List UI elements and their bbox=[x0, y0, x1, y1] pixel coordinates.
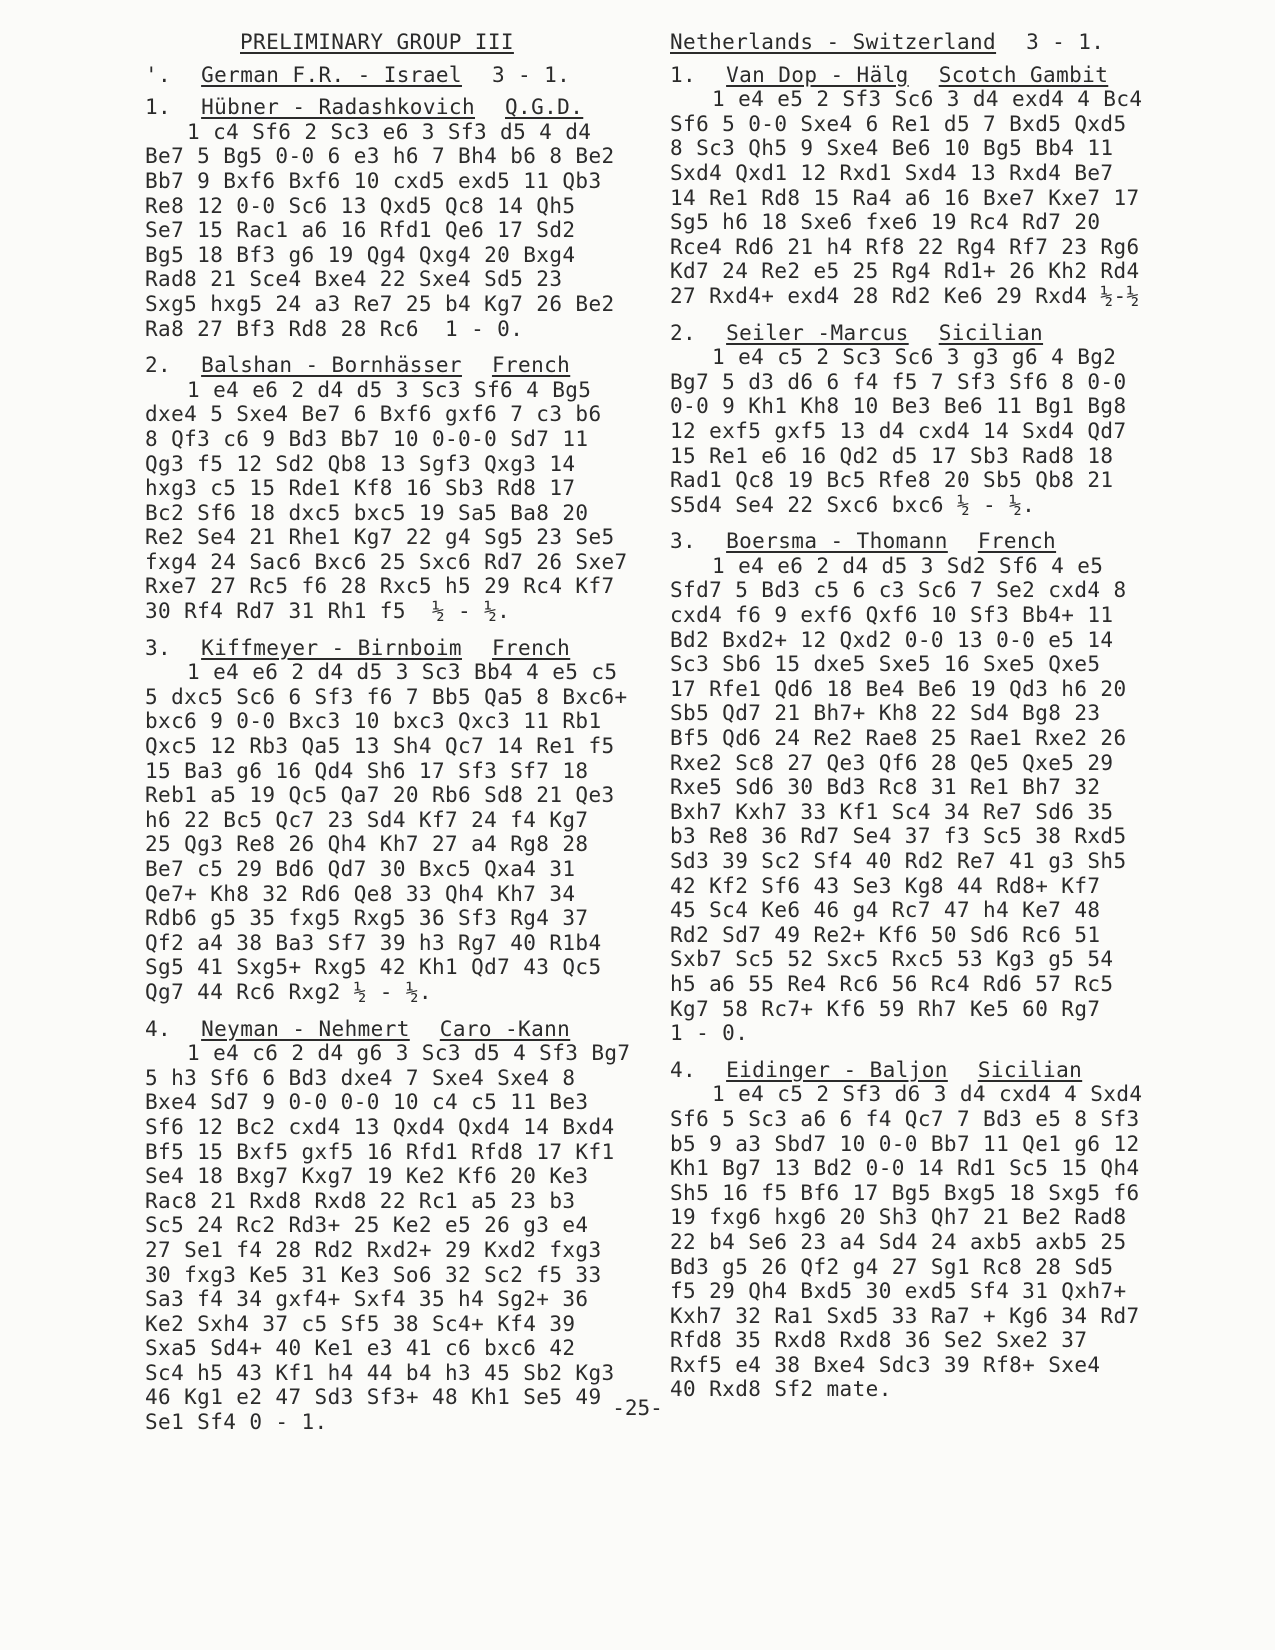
move-line: Se4 18 Bxg7 Kxg7 19 Ke2 Kf6 20 Ke3 bbox=[145, 1164, 589, 1189]
move-line: 46 Kg1 e2 47 Sd3 Sf3+ 48 Kh1 Se5 49 bbox=[145, 1385, 602, 1410]
game-number: 1. bbox=[145, 95, 172, 120]
game-record bbox=[670, 321, 1150, 518]
move-line: 1 e4 c5 2 Sf3 d6 3 d4 cxd4 4 Sxd4 bbox=[712, 1082, 1143, 1107]
move-line: Rac8 21 Rxd8 Rxd8 22 Rc1 a5 23 b3 bbox=[145, 1188, 576, 1213]
game-record bbox=[145, 95, 655, 341]
move-line: Sxd4 Qxd1 12 Rxd1 Sxd4 13 Rxd4 Be7 bbox=[670, 160, 1114, 185]
move-line: 42 Kf2 Sf6 43 Se3 Kg8 44 Rd8+ Kf7 bbox=[670, 873, 1101, 898]
move-line: 1 e4 e6 2 d4 d5 3 Sc3 Bb4 4 e5 c5 bbox=[187, 660, 618, 685]
game-number: 2. bbox=[145, 353, 172, 378]
game-number: 4. bbox=[670, 1057, 697, 1082]
move-line: 19 fxg6 hxg6 20 Sh3 Qh7 21 Be2 Rad8 bbox=[670, 1205, 1127, 1230]
page-number: -25- bbox=[612, 1396, 663, 1420]
move-line: Qg3 f5 12 Sd2 Qb8 13 Sgf3 Qxg3 14 bbox=[145, 451, 576, 476]
move-line: 1 - 0. bbox=[670, 1021, 749, 1046]
game-header bbox=[670, 63, 1150, 88]
game-moves bbox=[145, 120, 655, 341]
move-line: Bxe4 Sd7 9 0-0 0-0 10 c4 c5 11 Be3 bbox=[145, 1090, 589, 1115]
move-line: 0-0 9 Kh1 Kh8 10 Be3 Be6 11 Bg1 Bg8 bbox=[670, 394, 1127, 419]
move-line: fxg4 24 Sac6 Bxc6 25 Sxc6 Rd7 26 Sxe7 bbox=[145, 549, 628, 574]
move-line: 25 Qg3 Re8 26 Qh4 Kh7 27 a4 Rg8 28 bbox=[145, 832, 589, 857]
move-line: 22 b4 Se6 23 a4 Sd4 24 axb5 axb5 25 bbox=[670, 1229, 1127, 1254]
move-line: Rad1 Qc8 19 Bc5 Rfe8 20 Sb5 Qb8 21 bbox=[670, 468, 1114, 493]
game-header bbox=[145, 95, 655, 120]
group-title: PRELIMINARY GROUP III bbox=[240, 30, 514, 54]
move-line: f5 29 Qh4 Bxd5 30 exd5 Sf4 31 Qxh7+ bbox=[670, 1279, 1127, 1304]
move-line: Qxc5 12 Rb3 Qa5 13 Sh4 Qc7 14 Re1 f5 bbox=[145, 734, 615, 759]
move-line: 8 Qf3 c6 9 Bd3 Bb7 10 0-0-0 Sd7 11 bbox=[145, 426, 589, 451]
move-line: Re2 Se4 21 Rhe1 Kg7 22 g4 Sg5 23 Se5 bbox=[145, 525, 615, 550]
game-header bbox=[145, 1017, 655, 1042]
move-line: Rdb6 g5 35 fxg5 Rxg5 36 Sf3 Rg4 37 bbox=[145, 906, 589, 931]
game-opening: Scotch Gambit bbox=[938, 62, 1109, 87]
game-number: 1. bbox=[670, 62, 697, 87]
move-line: Re8 12 0-0 Sc6 13 Qxd5 Qc8 14 Qh5 bbox=[145, 193, 576, 218]
move-line: Sfd7 5 Bd3 c5 6 c3 Sc6 7 Se2 cxd4 8 bbox=[670, 578, 1127, 603]
move-line: cxd4 f6 9 exf6 Qxf6 10 Sf3 Bb4+ 11 bbox=[670, 603, 1114, 628]
game-players: Seiler -Marcus bbox=[726, 320, 909, 345]
move-line: Bg5 18 Bf3 g6 19 Qg4 Qxg4 20 Bxg4 bbox=[145, 242, 576, 267]
game-opening: French bbox=[491, 635, 571, 660]
move-line: 27 Rxd4+ exd4 28 Rd2 Ke6 29 Rxd4 ½-½ bbox=[670, 283, 1140, 308]
move-line: Ra8 27 Bf3 Rd8 28 Rc6 1 - 0. bbox=[145, 316, 524, 341]
move-line: Bd2 Bxd2+ 12 Qxd2 0-0 13 0-0 e5 14 bbox=[670, 627, 1114, 652]
move-line: 1 e4 e6 2 d4 d5 3 Sd2 Sf6 4 e5 bbox=[712, 553, 1104, 578]
move-line: Sa3 f4 34 gxf4+ Sxf4 35 h4 Sg2+ 36 bbox=[145, 1287, 589, 1312]
move-line: Qf2 a4 38 Ba3 Sf7 39 h3 Rg7 40 R1b4 bbox=[145, 930, 602, 955]
move-line: Rxf5 e4 38 Bxe4 Sdc3 39 Rf8+ Sxe4 bbox=[670, 1352, 1101, 1377]
move-line: Be7 5 Bg5 0-0 6 e3 h6 7 Bh4 b6 8 Be2 bbox=[145, 144, 615, 169]
move-line: Rce4 Rd6 21 h4 Rf8 22 Rg4 Rf7 23 Rg6 bbox=[670, 234, 1140, 259]
move-line: Kd7 24 Re2 e5 25 Rg4 Rd1+ 26 Kh2 Rd4 bbox=[670, 259, 1140, 284]
game-header bbox=[670, 321, 1150, 346]
game-number: 2. bbox=[670, 320, 697, 345]
move-line: Rd2 Sd7 49 Re2+ Kf6 50 Sd6 Rc6 51 bbox=[670, 922, 1101, 947]
match-teams: German F.R. - Israel bbox=[201, 62, 462, 87]
game-moves bbox=[670, 1082, 1150, 1402]
move-line: Sg5 h6 18 Sxe6 fxe6 19 Rc4 Rd7 20 bbox=[670, 210, 1101, 235]
game-number: 3. bbox=[670, 529, 697, 554]
move-line: 15 Re1 e6 16 Qd2 d5 17 Sb3 Rad8 18 bbox=[670, 443, 1114, 468]
game-players: Hübner - Radashkovich bbox=[201, 95, 475, 120]
match-header-german-israel bbox=[145, 63, 655, 88]
move-line: Qg7 44 Rc6 Rxg2 ½ - ½. bbox=[145, 979, 432, 1004]
move-line: h6 22 Bc5 Qc7 23 Sd4 Kf7 24 f4 Kg7 bbox=[145, 807, 589, 832]
move-line: 8 Sc3 Qh5 9 Sxe4 Be6 10 Bg5 Bb4 11 bbox=[670, 136, 1114, 161]
game-opening: Sicilian bbox=[977, 1057, 1083, 1082]
move-line: Sg5 41 Sxg5+ Rxg5 42 Kh1 Qd7 43 Qc5 bbox=[145, 955, 602, 980]
move-line: 1 c4 Sf6 2 Sc3 e6 3 Sf3 d5 4 d4 bbox=[187, 119, 592, 144]
move-line: Be7 c5 29 Bd6 Qd7 30 Bxc5 Qxa4 31 bbox=[145, 857, 576, 881]
game-header bbox=[145, 636, 655, 661]
move-line: S5d4 Se4 22 Sxc6 bxc6 ½ - ½. bbox=[670, 492, 1036, 517]
match-score: 3 - 1. bbox=[491, 62, 571, 87]
game-opening: Caro -Kann bbox=[439, 1016, 571, 1041]
move-line: h5 a6 55 Re4 Rc6 56 Rc4 Rd6 57 Rc5 bbox=[670, 971, 1114, 996]
move-line: Sf6 5 Sc3 a6 6 f4 Qc7 7 Bd3 e5 8 Sf3 bbox=[670, 1106, 1140, 1131]
move-line: hxg3 c5 15 Rde1 Kf8 16 Sb3 Rd8 17 bbox=[145, 476, 576, 501]
move-line: Sxg5 hxg5 24 a3 Re7 25 b4 Kg7 26 Be2 bbox=[145, 291, 615, 316]
move-line: 14 Re1 Rd8 15 Ra4 a6 16 Bxe7 Kxe7 17 bbox=[670, 185, 1140, 210]
game-record bbox=[670, 63, 1150, 309]
move-line: Rxe2 Sc8 27 Qe3 Qf6 28 Qe5 Qxe5 29 bbox=[670, 750, 1114, 775]
game-moves bbox=[670, 554, 1150, 1046]
game-record bbox=[145, 636, 655, 1005]
move-line: Sf6 5 0-0 Sxe4 6 Re1 d5 7 Bxd5 Qxd5 bbox=[670, 111, 1127, 136]
move-line: 45 Sc4 Ke6 46 g4 Rc7 47 h4 Ke7 48 bbox=[670, 898, 1101, 923]
move-line: 1 e4 e6 2 d4 d5 3 Sc3 Sf6 4 Bg5 bbox=[187, 377, 592, 402]
game-header bbox=[145, 353, 655, 378]
move-line: Sxb7 Sc5 52 Sxc5 Rxc5 53 Kg3 g5 54 bbox=[670, 947, 1114, 972]
move-line: 27 Se1 f4 28 Rd2 Rxd2+ 29 Kxd2 fxg3 bbox=[145, 1237, 602, 1262]
game-opening: French bbox=[491, 353, 571, 378]
game-moves bbox=[670, 87, 1150, 308]
move-line: 30 Rf4 Rd7 31 Rh1 f5 ½ - ½. bbox=[145, 599, 511, 624]
move-line: 30 fxg3 Ke5 31 Ke3 So6 32 Sc2 f5 33 bbox=[145, 1262, 602, 1287]
game-record bbox=[670, 529, 1150, 1045]
match-marker: '. bbox=[145, 62, 172, 87]
game-moves bbox=[145, 1041, 655, 1435]
move-line: Sc4 h5 43 Kf1 h4 44 b4 h3 45 Sb2 Kg3 bbox=[145, 1360, 615, 1385]
right-games-list bbox=[670, 63, 1150, 1402]
move-line: 12 exf5 gxf5 13 d4 cxd4 14 Sxd4 Qd7 bbox=[670, 418, 1127, 443]
move-line: 1 e4 c6 2 d4 g6 3 Sc3 d5 4 Sf3 Bg7 bbox=[187, 1041, 631, 1066]
game-opening: Q.G.D. bbox=[505, 95, 584, 120]
match-score: 3 - 1. bbox=[1026, 30, 1105, 54]
move-line: 5 dxc5 Sc6 6 Sf3 f6 7 Bb5 Qa5 8 Bxc6+ bbox=[145, 684, 628, 709]
move-line: Sd3 39 Sc2 Sf4 40 Rd2 Re7 41 g3 Sh5 bbox=[670, 849, 1127, 873]
move-line: Ke2 Sxh4 37 c5 Sf5 38 Sc4+ Kf4 39 bbox=[145, 1311, 576, 1336]
move-line: Sc5 24 Rc2 Rd3+ 25 Ke2 e5 26 g3 e4 bbox=[145, 1213, 589, 1238]
game-players: Boersma - Thomann bbox=[726, 529, 948, 554]
right-column bbox=[670, 30, 1150, 1414]
left-games-list bbox=[145, 95, 655, 1434]
game-players: Eidinger - Baljon bbox=[726, 1057, 948, 1082]
move-line: 40 Rxd8 Sf2 mate. bbox=[670, 1377, 892, 1402]
move-line: Rxe7 27 Rc5 f6 28 Rxc5 h5 29 Rc4 Kf7 bbox=[145, 574, 615, 599]
move-line: Bf5 15 Bxf5 gxf5 16 Rfd1 Rfd8 17 Kf1 bbox=[145, 1139, 615, 1164]
game-record bbox=[670, 1058, 1150, 1402]
move-line: Sc3 Sb6 15 dxe5 Sxe5 16 Sxe5 Qxe5 bbox=[670, 652, 1101, 677]
move-line: Kh1 Bg7 13 Bd2 0-0 14 Rd1 Sc5 15 Qh4 bbox=[670, 1156, 1140, 1181]
game-record bbox=[145, 1017, 655, 1435]
move-line: b5 9 a3 Sbd7 10 0-0 Bb7 11 Qe1 g6 12 bbox=[670, 1131, 1140, 1156]
move-line: Bg7 5 d3 d6 6 f4 f5 7 Sf3 Sf6 8 0-0 bbox=[670, 369, 1127, 394]
move-line: Rxe5 Sd6 30 Bd3 Rc8 31 Re1 Bh7 32 bbox=[670, 775, 1101, 800]
move-line: Se7 15 Rac1 a6 16 Rfd1 Qe6 17 Sd2 bbox=[145, 218, 576, 243]
game-number: 4. bbox=[145, 1016, 172, 1041]
move-line: Kg7 58 Rc7+ Kf6 59 Rh7 Ke5 60 Rg7 bbox=[670, 996, 1101, 1021]
move-line: 1 e4 e5 2 Sf3 Sc6 3 d4 exd4 4 Bc4 bbox=[712, 87, 1143, 112]
game-moves bbox=[670, 345, 1150, 517]
game-number: 3. bbox=[145, 635, 172, 660]
move-line: Sxa5 Sd4+ 40 Ke1 e3 41 c6 bxc6 42 bbox=[145, 1336, 576, 1361]
game-opening: Sicilian bbox=[938, 320, 1044, 345]
game-players: Kiffmeyer - Birnboim bbox=[201, 635, 462, 660]
move-line: b3 Re8 36 Rd7 Se4 37 f3 Sc5 38 Rxd5 bbox=[670, 824, 1127, 849]
move-line: 15 Ba3 g6 16 Qd4 Sh6 17 Sf3 Sf7 18 bbox=[145, 758, 589, 783]
move-line: 1 e4 c5 2 Sc3 Sc6 3 g3 g6 4 Bg2 bbox=[712, 345, 1117, 370]
move-line: Se1 Sf4 0 - 1. bbox=[145, 1410, 328, 1435]
move-line: Bxh7 Kxh7 33 Kf1 Sc4 34 Re7 Sd6 35 bbox=[670, 799, 1114, 824]
move-line: Sh5 16 f5 Bf6 17 Bg5 Bxg5 18 Sxg5 f6 bbox=[670, 1180, 1140, 1205]
move-line: Reb1 a5 19 Qc5 Qa7 20 Rb6 Sd8 21 Qe3 bbox=[145, 783, 615, 808]
game-players: Balshan - Bornhässer bbox=[201, 353, 462, 378]
move-line: Sb5 Qd7 21 Bh7+ Kh8 22 Sd4 Bg8 23 bbox=[670, 701, 1101, 726]
move-line: Rad8 21 Sce4 Bxe4 22 Sxe4 Sd5 23 bbox=[145, 267, 563, 292]
game-players: Van Dop - Hälg bbox=[726, 62, 909, 87]
match-teams: Netherlands - Switzerland bbox=[670, 30, 997, 54]
game-moves bbox=[145, 660, 655, 1004]
move-line: Bd3 g5 26 Qf2 g4 27 Sg1 Rc8 28 Sd5 bbox=[670, 1254, 1114, 1279]
move-line: Bb7 9 Bxf6 Bxf6 10 cxd5 exd5 11 Qb3 bbox=[145, 168, 602, 193]
move-line: bxc6 9 0-0 Bxc3 10 bxc3 Qxc3 11 Rb1 bbox=[145, 709, 602, 734]
left-column bbox=[145, 30, 655, 1447]
move-line: dxe4 5 Sxe4 Be7 6 Bxf6 gxf6 7 c3 b6 bbox=[145, 402, 602, 427]
game-header bbox=[670, 529, 1150, 554]
match-header-netherlands-switzerland bbox=[670, 30, 1150, 55]
move-line: Bf5 Qd6 24 Re2 Rae8 25 Rae1 Rxe2 26 bbox=[670, 726, 1127, 751]
move-line: Kxh7 32 Ra1 Sxd5 33 Ra7 + Kg6 34 Rd7 bbox=[670, 1303, 1140, 1328]
game-record bbox=[145, 353, 655, 624]
game-players: Neyman - Nehmert bbox=[201, 1016, 410, 1041]
game-opening: French bbox=[977, 529, 1057, 554]
move-line: Qe7+ Kh8 32 Rd6 Qe8 33 Qh4 Kh7 34 bbox=[145, 881, 576, 906]
game-moves bbox=[145, 378, 655, 624]
move-line: 17 Rfe1 Qd6 18 Be4 Be6 19 Qd3 h6 20 bbox=[670, 676, 1127, 701]
game-header bbox=[670, 1058, 1150, 1083]
move-line: Bc2 Sf6 18 dxc5 bxc5 19 Sa5 Ba8 20 bbox=[145, 500, 589, 525]
move-line: Sf6 12 Bc2 cxd4 13 Qxd4 Qxd4 14 Bxd4 bbox=[145, 1114, 615, 1139]
move-line: 5 h3 Sf6 6 Bd3 dxe4 7 Sxe4 Sxe4 8 bbox=[145, 1065, 576, 1090]
move-line: Rfd8 35 Rxd8 Rxd8 36 Se2 Sxe2 37 bbox=[670, 1328, 1088, 1353]
